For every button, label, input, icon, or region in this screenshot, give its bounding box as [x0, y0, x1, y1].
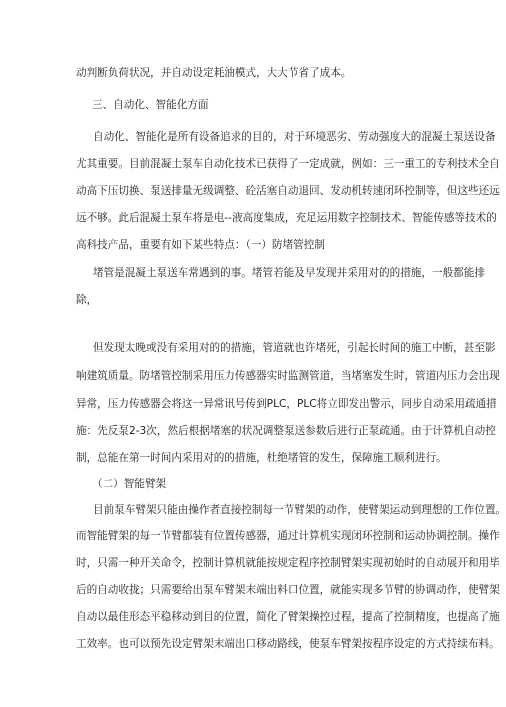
paragraph-line-with-subheading: 高科技产品，重要有如下某些特点：（一）防堵管控制 — [76, 239, 325, 251]
paragraph-line: 施：先反泵2-3次，然后根据堵塞的状况调整泵送参数后进行正泵疏通。由于计算机自动控 — [76, 425, 496, 437]
paragraph-line: 制，总能在第一时间内采用对的的措施，杜绝堵管的发生，保障施工顺利进行。 — [76, 452, 447, 464]
paragraph-line: 除， — [76, 294, 98, 306]
paragraph-line: 工效率。也可以预先设定臂架末端出口移动路线，使泵车臂架按程序设定的方式持续布料。 — [76, 638, 500, 650]
paragraph-line: 尤其重要。目前混凝土泵车自动化技术已获得了一定成就，例如：三一重工的专利技术全自 — [76, 158, 500, 170]
paragraph-line: 动高下压切换、泵送排量无级调整、砼活塞自动退回、发动机转速闭环控制等，但这些还远 — [76, 185, 500, 197]
paragraph-line: 自动化、智能化是所有设备追求的目的，对于环境恶劣、劳动强度大的混凝土泵送设备 — [93, 131, 496, 143]
paragraph-line: 但发现太晚或没有采用对的的措施，管道就也许堵死，引起长时间的施工中断，甚至影 — [93, 342, 496, 354]
section-heading: 三、自动化、智能化方面 — [92, 99, 209, 111]
subsection-heading: （二）智能臂架 — [92, 478, 167, 490]
paragraph-line: 目前泵车臂架只能由操作者直接控制每一节臂架的动作，使臂架运动到理想的工作位置。 — [93, 504, 506, 516]
paragraph-line: 而智能臂架的每一节臂都装有位置传感器，通过计算机实现闭环控制和运动协调控制。操作 — [76, 530, 500, 542]
paragraph-line: 时，只需一种开关命令，控制计算机就能按规定程序控制臂架实现初始时的自动展开和用毕 — [76, 557, 500, 569]
paragraph-line: 后的自动收拢；只需要给出泵车臂架末端出料口位置，就能实现多节臂的协调动作，使臂架 — [76, 584, 500, 596]
paragraph-line: 动判断负荷状况，并自动设定耗油模式，大大节省了成本。 — [76, 67, 352, 79]
paragraph-line: 自动以最佳形态平稳移动到目的位置，简化了臂架操控过程，提高了控制精度，也提高了施 — [76, 611, 500, 623]
paragraph-line: 堵管是混凝土泵送车常遇到的事。堵管若能及早发现并采用对的的措施，一般都能排 — [93, 267, 485, 279]
paragraph-line: 异常，压力传感器会将这一异常讯号传到PLC，PLC将立即发出警示，同步自动采用疏通措 — [76, 398, 497, 410]
paragraph-line: 响建筑质量。防堵管控制采用压力传感器实时监测管道，当堵塞发生时，管道内压力会出现 — [76, 370, 500, 382]
paragraph-line: 远不够。此后混凝土泵车将是电--液高度集成，充足运用数字控制技术、智能传感等技术的 — [76, 212, 497, 224]
